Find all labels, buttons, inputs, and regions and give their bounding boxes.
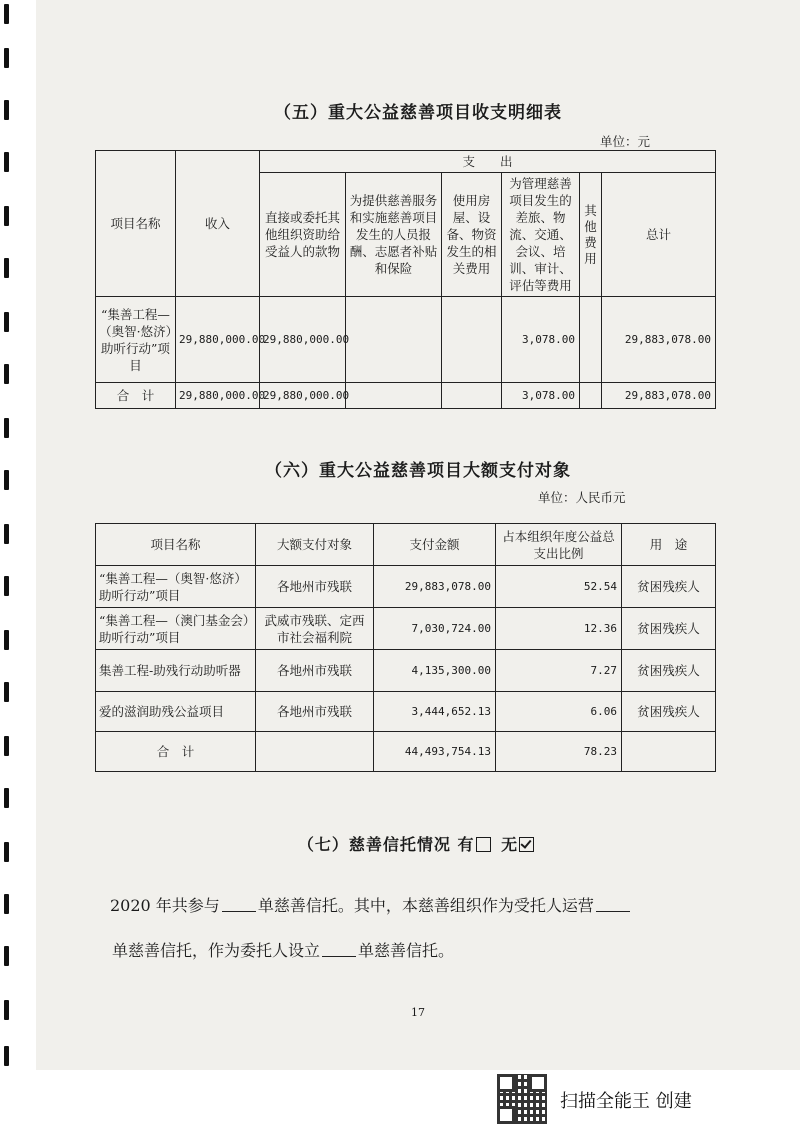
header-amount: 支付金额 xyxy=(374,524,496,566)
option-yes-label: 有 xyxy=(457,835,475,854)
checkbox-no[interactable] xyxy=(519,837,534,852)
binding-hole xyxy=(4,206,9,226)
binding-hole xyxy=(4,946,9,966)
binding-hole xyxy=(4,576,9,596)
binding-hole xyxy=(4,364,9,384)
table-row xyxy=(96,692,716,732)
binding-hole xyxy=(4,788,9,808)
header-facility-cost: 使用房屋、设备、物资发生的相关费用 xyxy=(442,173,502,297)
header-management-cost: 为管理慈善项目发生的差旅、物流、交通、会议、培训、审计、评估等费用 xyxy=(502,173,580,297)
section5-title: （五）重大公益慈善项目收支明细表 xyxy=(274,103,562,123)
table-row xyxy=(96,297,716,383)
row-facility-cost xyxy=(442,297,502,383)
blank-field[interactable] xyxy=(322,940,356,957)
section7-title-line xyxy=(36,832,800,855)
scanner-watermark: 扫描全能王 创建 xyxy=(560,1091,692,1112)
section5-unit: 单位：元 xyxy=(600,134,651,149)
header-purpose: 用 途 xyxy=(622,524,716,566)
header-total: 总计 xyxy=(602,173,716,297)
section7-title: （七）慈善信托情况 xyxy=(297,835,451,854)
sum-purpose xyxy=(622,732,716,772)
sum-label: 合 计 xyxy=(96,732,256,772)
qr-code-icon xyxy=(497,1074,547,1124)
sum-direct-funding: 29,880,000.00 xyxy=(260,383,346,409)
blank-field[interactable] xyxy=(596,895,630,912)
binding-hole xyxy=(4,418,9,438)
row-ratio: 12.36 xyxy=(496,608,622,650)
binding-hole xyxy=(4,48,9,68)
sum-management-cost: 3,078.00 xyxy=(502,383,580,409)
header-ratio: 占本组织年度公益总支出比例 xyxy=(496,524,622,566)
row-service-personnel xyxy=(346,297,442,383)
header-expense: 支 出 xyxy=(260,151,716,173)
sum-amount: 44,493,754.13 xyxy=(374,732,496,772)
sum-total: 29,883,078.00 xyxy=(602,383,716,409)
sum-facility-cost xyxy=(442,383,502,409)
binding-hole xyxy=(4,312,9,332)
sum-label: 合 计 xyxy=(96,383,176,409)
header-project-name: 项目名称 xyxy=(96,151,176,297)
row-payee: 各地州市残联 xyxy=(256,650,374,692)
row-payee: 武威市残联、定西市社会福利院 xyxy=(256,608,374,650)
binding-hole xyxy=(4,630,9,650)
section6-unit: 单位：人民币元 xyxy=(538,490,626,505)
sum-income: 29,880,000.00 xyxy=(176,383,260,409)
table-row xyxy=(96,650,716,692)
table-row xyxy=(96,566,716,608)
binding-hole xyxy=(4,524,9,544)
text-participated: 2020 年共参与 xyxy=(110,896,220,915)
sum-service-personnel xyxy=(346,383,442,409)
binding-hole xyxy=(4,842,9,862)
binding-hole xyxy=(4,1000,9,1020)
header-other-cost: 其他费用 xyxy=(580,173,602,297)
binding-hole xyxy=(4,470,9,490)
binding-strip xyxy=(0,0,36,1070)
row-project-name: “集善工程—（澳门基金会）助听行动”项目 xyxy=(96,608,256,650)
row-project-name: “集善工程—（奥智·悠济）助听行动”项目 xyxy=(96,566,256,608)
row-other-cost xyxy=(580,297,602,383)
text-trustee: 单慈善信托。其中，本慈善组织作为受托人运营 xyxy=(257,896,594,915)
row-purpose: 贫困残疾人 xyxy=(622,566,716,608)
row-direct-funding: 29,880,000.00 xyxy=(260,297,346,383)
trust-paragraph-line1 xyxy=(110,895,710,917)
header-income: 收入 xyxy=(176,151,260,297)
checkbox-yes[interactable] xyxy=(476,837,491,852)
section6-title: （六）重大公益慈善项目大额支付对象 xyxy=(265,461,571,481)
row-amount: 7,030,724.00 xyxy=(374,608,496,650)
row-income: 29,880,000.00 xyxy=(176,297,260,383)
row-total: 29,883,078.00 xyxy=(602,297,716,383)
binding-hole xyxy=(4,736,9,756)
sum-payee xyxy=(256,732,374,772)
large-payment-table xyxy=(95,523,716,772)
text-settlor: 单慈善信托，作为委托人设立 xyxy=(112,941,321,960)
table-row xyxy=(96,608,716,650)
binding-hole xyxy=(4,100,9,120)
page-number: 17 xyxy=(411,1006,425,1019)
header-service-personnel: 为提供慈善服务和实施慈善项目发生的人员报酬、志愿者补贴和保险 xyxy=(346,173,442,297)
row-payee: 各地州市残联 xyxy=(256,566,374,608)
row-amount: 3,444,652.13 xyxy=(374,692,496,732)
trust-paragraph-line2 xyxy=(112,940,712,962)
option-no-label: 无 xyxy=(501,835,519,854)
binding-hole xyxy=(4,152,9,172)
sum-ratio: 78.23 xyxy=(496,732,622,772)
table-total-row xyxy=(96,383,716,409)
binding-hole xyxy=(4,258,9,278)
header-payee: 大额支付对象 xyxy=(256,524,374,566)
row-payee: 各地州市残联 xyxy=(256,692,374,732)
row-project-name: 集善工程-助残行动助听器 xyxy=(96,650,256,692)
binding-hole xyxy=(4,1046,9,1066)
sum-other-cost xyxy=(580,383,602,409)
row-purpose: 贫困残疾人 xyxy=(622,608,716,650)
header-direct-funding: 直接或委托其他组织资助给受益人的款物 xyxy=(260,173,346,297)
row-purpose: 贫困残疾人 xyxy=(622,692,716,732)
row-ratio: 52.54 xyxy=(496,566,622,608)
row-management-cost: 3,078.00 xyxy=(502,297,580,383)
row-project-name: “集善工程—（奥智·悠济）助听行动”项目 xyxy=(96,297,176,383)
binding-hole xyxy=(4,894,9,914)
row-amount: 29,883,078.00 xyxy=(374,566,496,608)
blank-field[interactable] xyxy=(222,895,256,912)
row-ratio: 7.27 xyxy=(496,650,622,692)
row-project-name: 爱的滋润助残公益项目 xyxy=(96,692,256,732)
table-total-row xyxy=(96,732,716,772)
text-trust-end: 单慈善信托。 xyxy=(358,941,455,960)
row-purpose: 贫困残疾人 xyxy=(622,650,716,692)
header-project-name: 项目名称 xyxy=(96,524,256,566)
row-ratio: 6.06 xyxy=(496,692,622,732)
binding-hole xyxy=(4,682,9,702)
row-amount: 4,135,300.00 xyxy=(374,650,496,692)
binding-hole xyxy=(4,4,9,24)
income-expense-table xyxy=(95,150,716,409)
